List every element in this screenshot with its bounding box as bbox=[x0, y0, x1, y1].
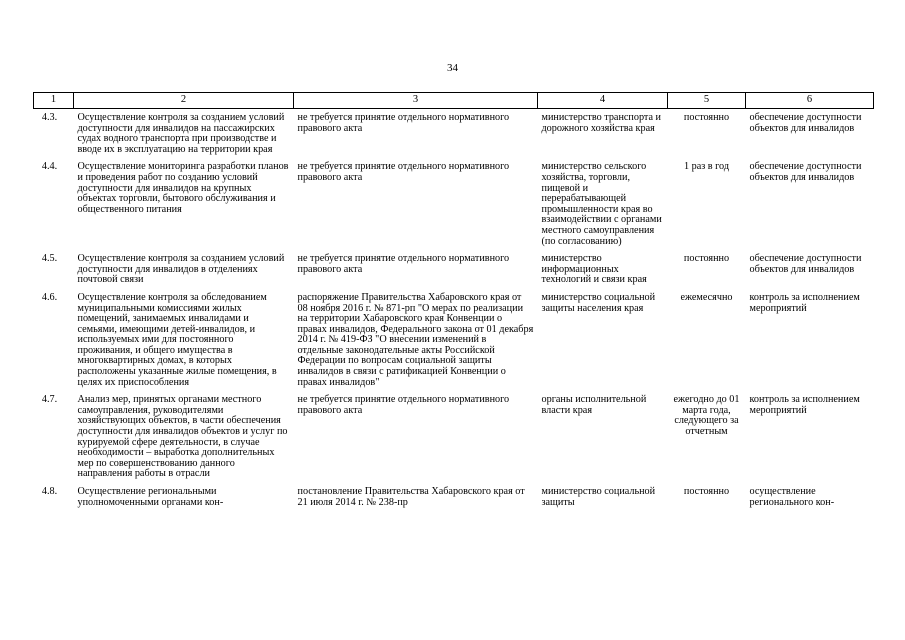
table-row bbox=[34, 109, 874, 156]
row-term: 1 раз в год bbox=[683, 161, 730, 173]
table-header-row bbox=[34, 93, 874, 109]
row-executor: министерство социальной защиты населения края bbox=[541, 291, 656, 314]
table-row bbox=[34, 254, 874, 286]
row-executor: министерство транспорта и дорожного хозяйства края bbox=[541, 112, 662, 134]
row-term: ежемесячно bbox=[680, 291, 733, 303]
table-row bbox=[34, 293, 874, 388]
row-result: обеспечение доступности объектов для инвалидов bbox=[749, 253, 862, 275]
column-header: 4 bbox=[538, 93, 668, 109]
row-term: постоянно bbox=[683, 253, 730, 265]
column-header: 6 bbox=[746, 93, 874, 109]
row-basis: не требуется принятие отдельного нормативного правового акта bbox=[297, 161, 510, 183]
row-action: Осуществление контроля за созданием условий доступности для инвалидов в отделениях почтовой связи bbox=[77, 253, 285, 286]
row-number: 4.8. bbox=[41, 486, 58, 497]
row-result: обеспечение доступности объектов для инвалидов bbox=[749, 161, 862, 183]
row-executor: министерство сельского хозяйства, торговли, пищевой и перерабатывающей промышленности края во взаимодействии с органами местного самоуправления (по согласованию) bbox=[541, 161, 662, 247]
row-action: Анализ мер, принятых органами местного самоуправления, руководителями хозяйствующих объектов, в части обеспечения доступности для инвалидов объектов и услуг по курируемой сфере деятельности, в случае необходимости – выработка дополнительных мер по совершенствованию данного направления работы в отрасли bbox=[77, 394, 288, 480]
row-basis: не требуется принятие отдельного нормативного правового акта bbox=[297, 394, 510, 416]
table-row bbox=[34, 395, 874, 480]
row-action: Осуществление контроля за обследованием муниципальными комиссиями жилых помещений, занимаемых инвалидами и семьями, имеющими детей-инвалидов, и используемых ими для постоянного проживания, и общего имущества в многоквартирных домах, в которых расположены указанные жилые помещения, в целях их приспособления bbox=[77, 291, 277, 388]
row-result: обеспечение доступности объектов для инвалидов bbox=[749, 112, 862, 134]
row-basis: не требуется принятие отдельного нормативного правового акта bbox=[297, 253, 510, 275]
row-executor: министерство информационных технологий и связи края bbox=[541, 253, 647, 286]
column-header: 5 bbox=[668, 93, 746, 109]
row-number: 4.5. bbox=[41, 253, 58, 265]
row-action: Осуществление мониторинга разработки планов и проведения работ по созданию условий доступности для инвалидов на крупных объектах торговли, бытового обслуживания и общественного питания bbox=[77, 161, 289, 215]
measures-table bbox=[33, 92, 874, 508]
page-number: 34 bbox=[447, 62, 458, 74]
row-basis: постановление Правительства Хабаровского края от 21 июля 2014 г. № 238-пр bbox=[297, 486, 525, 508]
row-number: 4.6. bbox=[41, 291, 58, 303]
table-row bbox=[34, 162, 874, 247]
row-executor: министерство социальной защиты bbox=[541, 486, 656, 508]
row-number: 4.3. bbox=[41, 112, 58, 123]
row-term: постоянно bbox=[683, 112, 730, 123]
column-header: 3 bbox=[294, 93, 538, 109]
row-basis: распоряжение Правительства Хабаровского края от 08 ноября 2016 г. № 871-рп "О мерах по реализации на территории Хабаровского края Конвенции о правах инвалидов, Федерального закона от 01 декабря 2014 г. № 419-ФЗ "О внесении изменений в отдельные законодательные акты Российской Федерации по вопросам социальной защиты инвалидов в связи с ратификацией Конвенции о правах инвалидов" bbox=[297, 291, 534, 388]
row-action: Осуществление региональными уполномоченными органами кон- bbox=[77, 486, 224, 508]
row-result: осуществление регионального кон- bbox=[749, 486, 835, 508]
row-term: постоянно bbox=[683, 486, 730, 497]
column-header: 1 bbox=[34, 93, 74, 109]
row-number: 4.7. bbox=[41, 394, 58, 406]
row-term: ежегодно до 01 марта года, следующего за отчетным bbox=[673, 394, 740, 438]
column-header: 2 bbox=[74, 93, 294, 109]
row-executor: органы исполнительной власти края bbox=[541, 394, 647, 416]
row-number: 4.4. bbox=[41, 161, 58, 173]
row-result: контроль за исполнением мероприятий bbox=[749, 394, 860, 416]
row-result: контроль за исполнением мероприятий bbox=[749, 291, 860, 314]
row-basis: не требуется принятие отдельного нормативного правового акта bbox=[297, 112, 510, 134]
table-row bbox=[34, 487, 874, 508]
row-action: Осуществление контроля за созданием условий доступности для инвалидов на пассажирских судах водного транспорта при производстве и вводе их в эксплуатацию на территории края bbox=[77, 112, 285, 155]
